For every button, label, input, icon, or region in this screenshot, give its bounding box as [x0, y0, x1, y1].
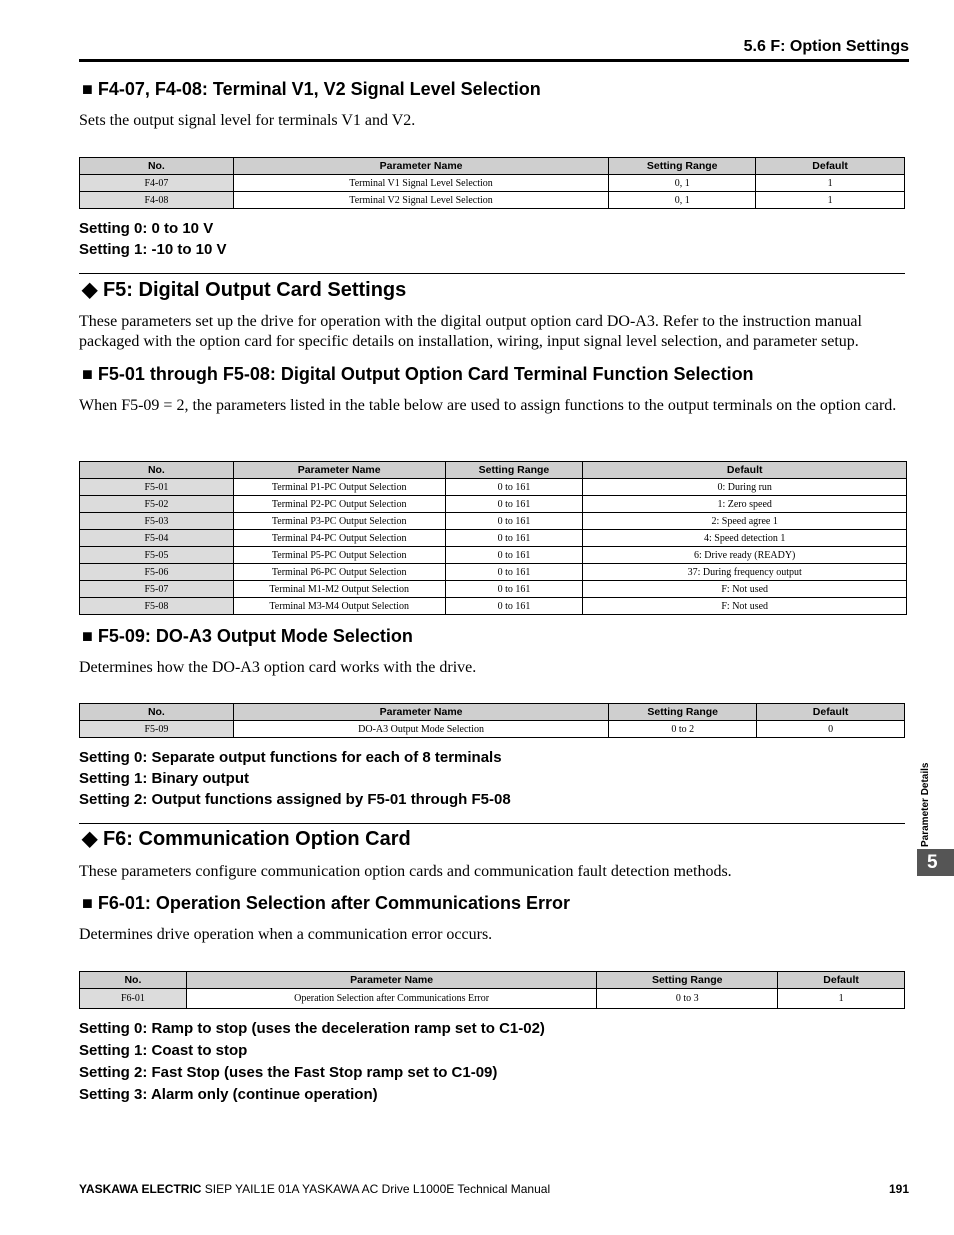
- setting-item: Setting 2: Output functions assigned by F5-01 through F5-08: [79, 791, 511, 808]
- setting-item: Setting 3: Alarm only (continue operation): [79, 1086, 378, 1103]
- col-header-parameter-name: Parameter Name: [233, 158, 609, 175]
- intro-f5-09: Determines how the DO-A3 option card works with the drive.: [79, 659, 477, 676]
- section-rule: [79, 273, 905, 274]
- setting-item: Setting 0: Separate output functions for each of 8 terminals: [79, 749, 502, 766]
- table-row: F5-03 Terminal P3-PC Output Selection 0 to 161 2: Speed agree 1: [80, 513, 907, 530]
- col-header-parameter-name: Parameter Name: [186, 972, 596, 989]
- setting-list-f6-01: [79, 1018, 545, 1106]
- table-row: F5-02 Terminal P2-PC Output Selection 0 to 161 1: Zero speed: [80, 496, 907, 513]
- col-header-parameter-name: Parameter Name: [233, 462, 445, 479]
- setting-item: Setting 2: Fast Stop (uses the Fast Stop ramp set to C1-09): [79, 1064, 498, 1081]
- intro-f5-01: When F5-09 = 2, the parameters listed in the table below are used to assign functions to the output terminals on the option card.: [79, 397, 897, 414]
- setting-item: Setting 1: Binary output: [79, 770, 249, 787]
- col-header-no: No.: [80, 704, 234, 721]
- col-header-setting-range: Setting Range: [609, 158, 756, 175]
- col-header-no: No.: [80, 462, 234, 479]
- table-row: F5-08 Terminal M3-M4 Output Selection 0 to 161 F: Not used: [80, 598, 907, 615]
- footer-brand: YASKAWA ELECTRIC: [79, 1182, 202, 1196]
- heading-f5-09: ■ F5-09: DO-A3 Output Mode Selection: [82, 626, 413, 646]
- section-header: 5.6 F: Option Settings: [743, 38, 909, 55]
- table-row: F5-07 Terminal M1-M2 Output Selection 0 to 161 F: Not used: [80, 581, 907, 598]
- heading-f6: ◆ F6: Communication Option Card: [82, 828, 411, 850]
- table-row: F5-06 Terminal P6-PC Output Selection 0 to 161 37: During frequency output: [80, 564, 907, 581]
- footer: [79, 1182, 550, 1196]
- setting-item: Setting 0: 0 to 10 V: [79, 220, 214, 237]
- header-rule: [79, 59, 909, 62]
- table-row: F5-09 DO-A3 Output Mode Selection 0 to 2 0: [80, 721, 905, 738]
- heading-f4-07: ■ F4-07, F4-08: Terminal V1, V2 Signal Level Selection: [82, 79, 541, 99]
- footer-doc: SIEP YAIL1E 01A YASKAWA AC Drive L1000E Technical Manual: [201, 1182, 551, 1196]
- sidetab-label: Parameter Details: [920, 762, 931, 847]
- col-header-setting-range: Setting Range: [609, 704, 757, 721]
- col-header-default: Default: [757, 704, 905, 721]
- col-header-no: No.: [80, 972, 187, 989]
- col-header-setting-range: Setting Range: [445, 462, 583, 479]
- chapter-tab: 5: [917, 849, 954, 876]
- intro-f5: These parameters set up the drive for operation with the digital output option card DO-A3. Refer to the instruction manual packaged with the option card for specific details on installation, wiring, input signal level selection, and parameter setup.: [79, 313, 862, 350]
- col-header-setting-range: Setting Range: [597, 972, 778, 989]
- table-row: F4-08 Terminal V2 Signal Level Selection 0, 1 1: [80, 192, 905, 209]
- table-f5-01: [79, 461, 907, 615]
- table-f6-01: [79, 971, 905, 1009]
- intro-f6: These parameters configure communication option cards and communication fault detection methods.: [79, 863, 732, 880]
- table-row: F5-04 Terminal P4-PC Output Selection 0 to 161 4: Speed detection 1: [80, 530, 907, 547]
- table-row: F6-01 Operation Selection after Communications Error 0 to 3 1: [80, 989, 905, 1009]
- setting-item: Setting 1: -10 to 10 V: [79, 241, 227, 258]
- setting-item: Setting 0: Ramp to stop (uses the deceleration ramp set to C1-02): [79, 1020, 545, 1037]
- table-row: F5-05 Terminal P5-PC Output Selection 0 to 161 6: Drive ready (READY): [80, 547, 907, 564]
- heading-f5: ◆ F5: Digital Output Card Settings: [82, 279, 407, 301]
- col-header-parameter-name: Parameter Name: [233, 704, 609, 721]
- table-f5-09: [79, 703, 905, 738]
- table-row: F5-01 Terminal P1-PC Output Selection 0 to 161 0: During run: [80, 479, 907, 496]
- col-header-default: Default: [583, 462, 907, 479]
- setting-list-f5-09: [79, 747, 511, 810]
- col-header-default: Default: [778, 972, 905, 989]
- table-f4-07: [79, 157, 905, 209]
- heading-f5-01: ■ F5-01 through F5-08: Digital Output Option Card Terminal Function Selection: [82, 364, 754, 384]
- table-row: F4-07 Terminal V1 Signal Level Selection 0, 1 1: [80, 175, 905, 192]
- col-header-default: Default: [756, 158, 905, 175]
- section-rule: [79, 823, 905, 824]
- heading-f6-01: ■ F6-01: Operation Selection after Communications Error: [82, 893, 570, 913]
- setting-list-f4-07: [79, 218, 227, 260]
- intro-f6-01: Determines drive operation when a communication error occurs.: [79, 926, 493, 943]
- setting-item: Setting 1: Coast to stop: [79, 1042, 248, 1059]
- col-header-no: No.: [80, 158, 234, 175]
- intro-f4-07: Sets the output signal level for terminals V1 and V2.: [79, 112, 416, 129]
- page-number: 191: [888, 1182, 909, 1196]
